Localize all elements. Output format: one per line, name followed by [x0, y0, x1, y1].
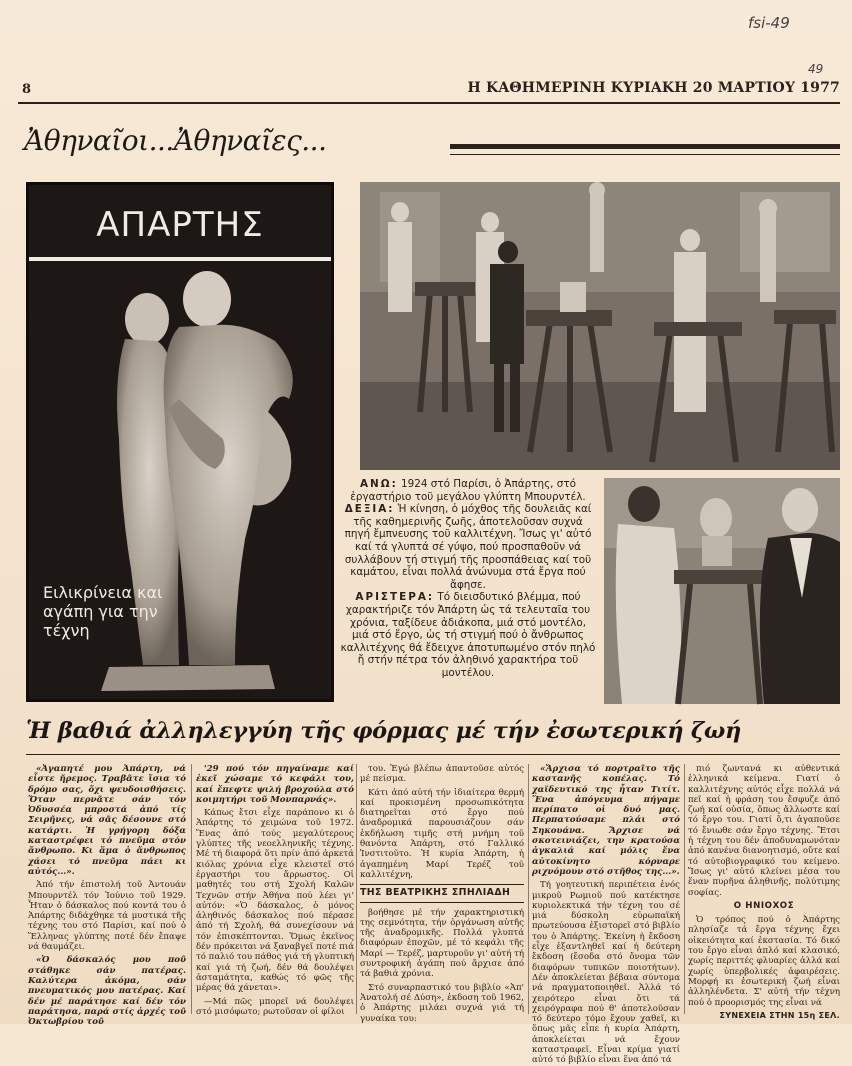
article-column-5: [688, 764, 840, 1020]
article-paragraph: βοήθησε μέ τήν χαρακτηριστική της σεμνότητα, τήν ὀργάνωση αὐτῆς τῆς ἀναδρομικῆς. Πολλά γλυπτά διαφόρων ἐποχῶν, μέ τό κεφάλι τῆς Μαρί — Τερέζ, μαρτυροῦν γι' αὐτή τή συντροφική ἀγάπη πού ἄρχισε ἀπό τά βαθιά χρόνια.: [360, 907, 524, 980]
article-column-1: [28, 764, 186, 1028]
article-column-4: [532, 764, 680, 1066]
article-paragraph: πιό ζωντανά κι αὐθεντικά ἑλληνικά κείμενα. Γιατί ὁ καλλιτέχνης αὐτός εἶχε πολλά νά πεῖ καί ἡ φράση του ἔσφυζε ἀπό ζωή καί οὐσία, ὅπως ἄλλωστε καί τό ἔργο του. Γιατί ὅ,τι ἀγαποῦσε τό ἔνιωθε σάν ἔργο τέχνης. Ἔτσι ἡ τέχνη του δέν ἀποδυναμωνόταν ἀπό κανένα διανοητισμό, οὔτε καί τό αὐτοβιογραφικό του κείμενο. Ἴσως γι' αὐτό κλείνει μέσα του ἕναν πυρῆνα ἀληθινῆς, πολύτιμης σοφίας.: [688, 764, 840, 898]
article-paragraph: «Ὁ δάσκαλός μου ποῦ στάθηκε σάν πατέρας. Καλύτερα ἀκόμα, σάν πνευματικός μου πατέρας. Καί δέν μέ παράτησε καί δέν τόν παράτησα, παρά στίς ἀρχές τοῦ Ὀκτωβρίου τοῦ: [28, 955, 186, 1028]
caption-right-text: Ἡ κίνηση, ὁ μόχθος τῆς δουλειᾶς καί τῆς καθημερινῆς ζωῆς, ἀποτελοῦσαν συχνά πηγή ἔμπνευσης τοῦ καλλιτέχνη. Ἴσως γι' αὐτό καί τά γλυπτά σέ γύψο, πού προσπαθοῦν νά συλλάβουν τή στιγμή τῆς προσπάθειας καί τοῦ καμάτου, εἶναι πολλά ἀνώνυμα στά ἔργα πού ἄφησε.: [344, 503, 592, 591]
column-separator: [528, 764, 529, 1014]
feature-caption: Ειλικρίνεια και αγάπη για την τέχνη: [43, 583, 163, 640]
column-separator: [191, 764, 192, 1014]
article-paragraph: Ὁ τρόπος πού ὁ Ἀπάρτης πλησίαζε τά ἔργα τέχνης ἔχει οἰκειότητα καί ἐκστασία. Τό δικό του ἔργο εἶναι ἁπλό καί κλασικό, χωρίς περιττές φλυαρίες ἀλλά καί χωρίς ὑπερβολικές ἀφαιρέσεις. Μορφή κι ἐσωτερική ζωή εἶναι ἀλληλένδετα. Σ' αὐτή τήν τέχνη πού ὁ προορισμός της εἶναι νά: [688, 915, 840, 1008]
page-number: 8: [22, 82, 32, 97]
column-separator: [684, 764, 685, 1014]
headline-rule: [26, 754, 840, 755]
portrait-illustration: [604, 478, 840, 704]
article-paragraph: Κάτι ἀπό αὐτή τήν ἰδιαίτερα θερμή καί προκισμένη προσωπικότητα διατηρεῖται στό ἔργο πού ἀναδρομικά παρουσιάζουν σάν ἐκδήλωση τιμῆς στή μνήμη τοῦ θανόντα Ἀπάρτη, στό Γαλλικό Ἰνστιτοῦτο. Ἡ κυρία Ἀπάρτη, ἡ ἀγαπημένη Μαρί Τερέζ τοῦ καλλιτέχνη,: [360, 787, 524, 880]
article-paragraph: «Ἄρχισα τό πορτραῖτο τῆς καστανῆς κοπέλας. Τό χαϊδευτικό της ἦταν Τιτίτ. Ἕνα ἀπόγευμα πήγαμε περίπατο οἱ δυό μας. Περπατούσαμε πλάι στό Σηκουάνα. Ἄρχισε νά σκοτεινιάζει, την κρατούσα ἀγκαλιά καί μόλις ἕνα αὐτοκίνητο κόρναρε ριχνόμουν στό στῆθος της...».: [532, 764, 680, 877]
photo-captions: [340, 478, 596, 704]
caption-right: [340, 503, 596, 591]
article-paragraph: του. Ἐγώ βλέπω ἀπαντοῦσε αὐτός μέ πείσμα.: [360, 764, 524, 785]
caption-left-label: ΑΡΙΣΤΕΡΑ:: [355, 591, 435, 604]
newspaper-name-date: Η ΚΑΘΗΜΕΡΙΝΗ ΚΥΡΙΑΚΗ 20 ΜΑΡΤΙΟΥ 1977: [467, 80, 840, 96]
article-paragraph: Τή γοητευτική περιπέτεια ἑνός μικροῦ Ρωμιοῦ πού κατέκτησε κυριολεκτικά τήν τέχνη του σέ μιά δύσκολη εὐρωπαϊκή πρωτεύουσα ἐξιστορεῖ στό βιβλίο του ὁ Ἀπάρτης. Ἐκείνη ἡ ἔκδοση εἶχε ἐξαντληθεῖ καί ἡ δεύτερη ἔκδοση (ἔσοδα στό ὄνομα τῶν διαφόρων τυπικῶν ποιοτήτων). Δέν ἀποκλείεται βέβαια σύντομα νά πραγματοποιηθεῖ. Ἀλλά τό χειρότερο εἶναι ὅτι τά χειρόγραφα πού θ' ἀποτελοῦσαν τό δεύτερο τόμο ἔχουν χαθεῖ, κι ὅπως μᾶς εἶπε ἡ κυρία Ἀπάρτη, ἀποκλείεται νά ἔχουν καταστραφεῖ. Εἶναι κρίμα γιατί αὐτό τό βιβλίο εἶναι ἕνα ἀπό τά: [532, 880, 680, 1066]
continued-note: ΣΥΝΕΧΕΙΑ ΣΤΗΝ 15η ΣΕΛ.: [719, 1010, 840, 1020]
article-paragraph: Ἀπό τήν ἐπιστολή τοῦ Ἀντουάν Μπουρντέλ τόν Ἰούνιο τοῦ 1929. Ἦταν ὁ δάσκαλος πού κοντά του ὁ Ἀπάρτης διδάχθηκε τά μυστικά τῆς τέχνης του στό Παρίσι, καί πού ὁ Ἕλληνας γλύπτης ποτέ δέν ἔπαψε νά θαυμάζει.: [28, 880, 186, 953]
article-paragraph: Κάπως ἔτσι εἶχε παράπονο κι ὁ Ἀπάρτης τό χειμώνα τοῦ 1972. Ἕνας ἀπό τούς μεγαλύτερους γλύπτες τῆς νεοελληνικῆς τέχνης. Μέ τή διαφορά ὅτι πρίν ἀπό ἀρκετά κιόλας χρόνια εἶχε κλειστεῖ στό ἐργαστήρι του ἄρρωστος. Οἱ μαθητές του στή Σχολή Καλῶν Τεχνῶν στήν Ἀθήνα πού λέει γι' αὐτόν: «Ὁ δάσκαλος, ὁ μόνος ἀληθινός δάσκαλος πού πέρασε ἀπό τή Σχολή, θά συνεχίσουν νά τόν ἐπισκέπτονται. Ὅμως ἐκεῖνος δέν πρόκειται νά ξαναβγεῖ ποτέ πιά τό παλιό του πάθος γιά τή γλυπτική καί γιά τή ζωή, δέν θά δουλέψει ἀσταμάτητα, καθώς τό φῶς τῆς μέρας θά χάνεται».: [196, 808, 354, 994]
atelier-photo: [360, 182, 840, 470]
article-column-3: [360, 764, 524, 1024]
handwritten-number: 49: [808, 62, 824, 76]
section-signature: Ο ΗΝΙΟΧΟΣ: [733, 900, 795, 911]
section-rule-thin: [450, 154, 840, 155]
article-paragraph: '29 πού τόν πηγαίναμε καί ἐκεῖ χώσαμε τό κεφάλι του, καί ἔπεφτε ψιλή βροχούλα στό κοιμητήρι τοῦ Μονπαρνάς».: [196, 764, 354, 805]
section-title: Ἀθηναῖοι...Ἀθηναῖες...: [24, 124, 327, 157]
article-paragraph: «Ἀγαπητέ μου Ἀπάρτη, νά εἶστε ἤρεμος. Τραβᾶτε ἴσια τό δρόμο σας, ὄχι ψευδοισθήσεις. Ὅταν περνᾶτε σάν τόν Ὀδυσσέα μπροστά ἀπό τίς Σειρῆνες, νά σᾶς δέσουνε στό κατάρτι. Ἡ γρήγορη δόξα καταστρέφει τό πνεῦμα στόν ἄνθρωπο. Κι ἅμα ὁ ἄνθρωπος χάσει τό πνεῦμα πάει κι αὐτός...».: [28, 764, 186, 877]
feature-title: ΑΠΑΡΤΗΣ: [96, 205, 264, 245]
atelier-illustration: [360, 182, 840, 470]
caption-above-label: ΑΝΩ:: [360, 478, 398, 490]
feature-box: [26, 182, 334, 702]
caption-left: [340, 591, 596, 679]
handwritten-reference: fsi-49: [748, 14, 790, 32]
caption-above: [340, 478, 596, 503]
article-headline: Ἡ βαθιά ἀλληλεγγύη τῆς φόρμας μέ τήν ἐσωτερική ζωή: [26, 718, 742, 744]
article-column-2: [196, 764, 354, 1020]
section-header: [20, 118, 840, 166]
portrait-photo: [604, 478, 840, 704]
article-paragraph: Στό συναρπαστικό του βιβλίο «Ἀπ' Ἀνατολή σέ Δύση», ἐκδοση τοῦ 1962, ὁ Ἀπάρτης μιλάει συχνά γιά τή γυναίκα του:: [360, 982, 524, 1024]
caption-left-text: Τό διεισδυτικό βλέμμα, πού χαρακτήριζε τόν Ἀπάρτη ὡς τά τελευταῖα του χρόνια, ταξίδευε ἀδιάκοπα, μιά στό μοντέλο, μιά στό ἔργο, ὡς τή στιγμή πού ὁ ἄνθρωπος καλλιτέχνης θά ἔδειχνε ἀποτυπωμένο στόν πηλό ἤ στήν πέτρα τόν ἀληθινό χαρακτήρα τοῦ μοντέλου.: [340, 591, 596, 679]
masthead: [18, 80, 840, 104]
column-separator: [356, 764, 357, 1014]
article-paragraph: —Μά πῶς μπορεῖ νά δουλέψει στό μισόφωτο; ρωτοῦσαν οἱ φίλοι: [196, 996, 354, 1017]
section-rule-thick: [450, 144, 840, 149]
feature-divider: [29, 257, 331, 261]
author-byline: ΤΗΣ ΒΕΑΤΡΙΚΗΣ ΣΠΗΛΙΑΔΗ: [360, 884, 524, 902]
caption-above-text: 1924 στό Παρίσι, ὁ Ἀπάρτης, στό ἐργαστήριο τοῦ μεγάλου γλύπτη Μπουρντέλ.: [350, 478, 586, 503]
caption-right-label: ΔΕΞΙΑ:: [344, 503, 395, 516]
